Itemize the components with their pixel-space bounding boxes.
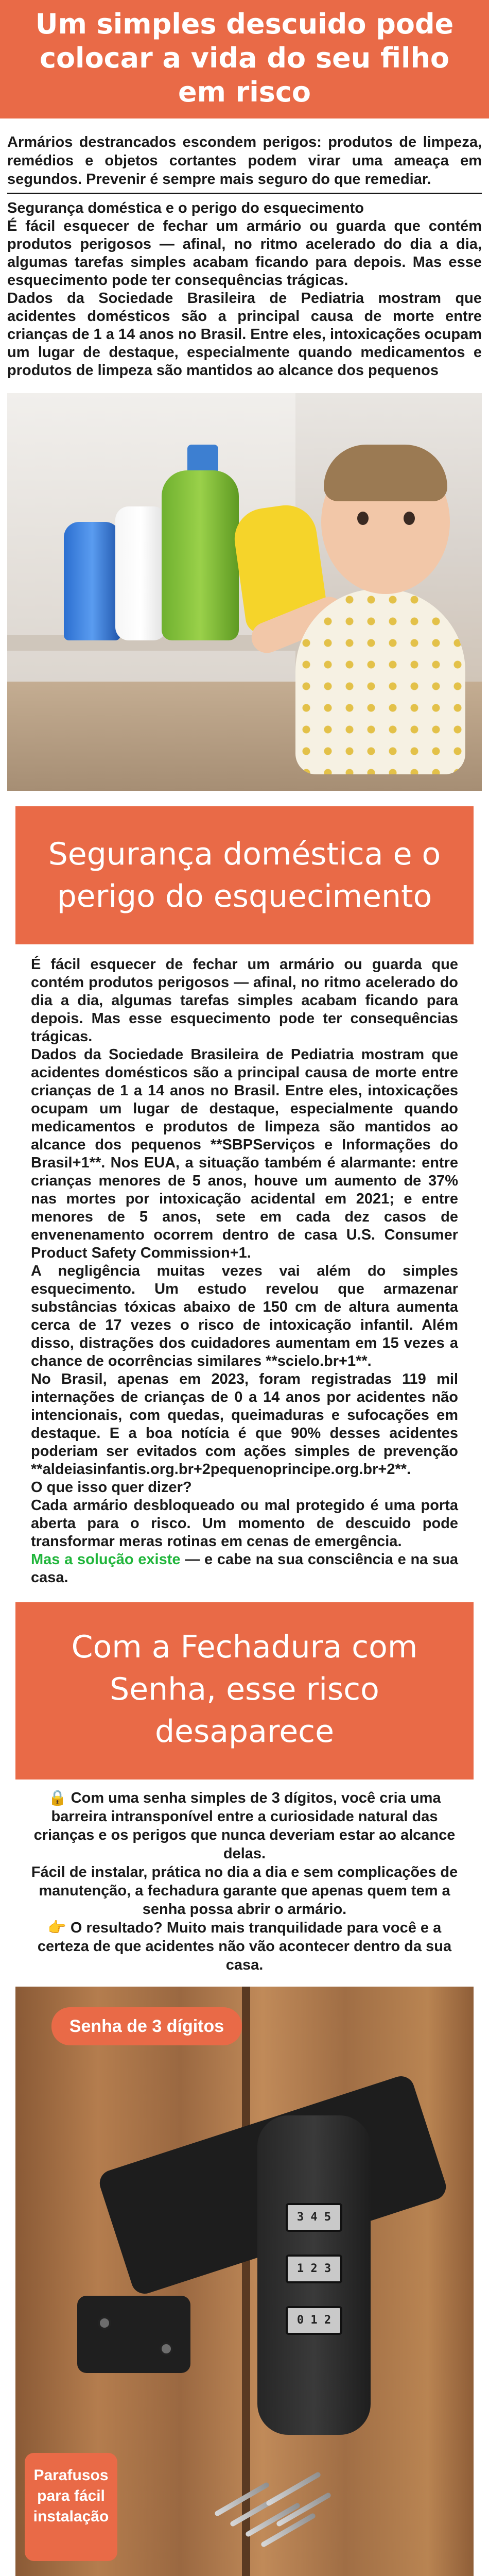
hasp-hinge — [77, 2296, 190, 2373]
combination-dial-3: 0 1 2 — [286, 2306, 342, 2335]
combination-dial-1: 3 4 5 — [286, 2203, 342, 2232]
solution-highlight: Mas a solução existe — [31, 1551, 181, 1568]
baby-eye-right — [404, 512, 415, 525]
section-2-paragraph-5: Cada armário desbloqueado ou mal protegido é uma porta aberta para o risco. Um momento de descuido pode transformar meras rotinas em cenas de emergência. — [31, 1497, 458, 1550]
baby-outfit-pattern — [295, 589, 465, 774]
section-1-heading: Segurança doméstica e o perigo do esquecimento — [7, 200, 364, 216]
section-2 — [0, 944, 489, 1587]
product-image — [15, 1987, 474, 2576]
section-2-paragraph-2: Dados da Sociedade Brasileira de Pediatria mostram que acidentes domésticos são a principal causa de morte entre crianças de 1 a 14 anos no Brasil. Entre eles, intoxicações ocupam um lugar de destaque, especialmente quando medicamentos e produtos de limpeza são mantidos ao alcance dos pequenos **SBPServiços e Informações do Brasil+1**. Nos EUA, a situação também é alarmante: entre crianças menores de 5 anos, houve um aumento de 37% nas mortes por intoxicação acidental em 2021; e entre menores de 5 anos, sete em cada dez casos de envenenamento ocorrem dentro de casa U.S. Consumer Product Safety Commission+1. — [31, 1046, 458, 1261]
section-2-banner — [15, 806, 474, 944]
combination-dial-2: 1 2 3 — [286, 2255, 342, 2283]
divider — [7, 193, 482, 194]
section-1 — [0, 199, 489, 380]
section-3-title-line-3: desaparece — [154, 1714, 335, 1750]
blue-bottle — [64, 522, 120, 640]
section-2-paragraph-1: É fácil esquecer de fechar um armário ou guarda que contém produtos perigosos — afinal, no ritmo acelerado do dia a dia, algumas tarefas simples acabam ficando para depois. Mas esse esquecimento pode ter consequências trágicas. — [31, 956, 458, 1045]
section-2-question: O que isso quer dizer? — [31, 1479, 192, 1496]
section-3-paragraph-1-text: Com uma senha simples de 3 dígitos, você cria uma barreira intransponível entre a curiosidade natural das crianças e os perigos que nunca deveriam estar ao alcance delas. — [33, 1790, 456, 1862]
screw-icon — [98, 2316, 111, 2330]
screw-icon — [214, 2482, 270, 2517]
section-2-paragraph-3: A negligência muitas vezes vai além do simples esquecimento. Um estudo revelou que armazenar substâncias tóxicas abaixo de 150 cm de altura aumenta cerca de 17 vezes o risco de intoxicação infantil. Além disso, distrações dos cuidadores aumentam em 15 vezes a chance de ocorrências similares **scielo.br+1**. — [31, 1263, 458, 1369]
section-1-paragraph-1: É fácil esquecer de fechar um armário ou guarda que contém produtos perigosos — afinal, no ritmo acelerado do dia a dia, algumas tarefas simples acabam ficando para depois. Mas esse esquecimento pode ter consequências trágicas. — [7, 218, 482, 289]
badge-line-1: Parafusos — [33, 2467, 109, 2484]
headline-banner — [0, 0, 489, 118]
lock-icon: 🔒 — [48, 1790, 67, 1806]
section-3-paragraph-2: Fácil de instalar, prática no dia a dia e sem complicações de manutenção, a fechadura garante que apenas quem tem a senha possa abrir o armário. — [31, 1864, 458, 1918]
white-bottle — [115, 506, 167, 640]
section-2-title-line-2: perigo do esquecimento — [57, 878, 432, 914]
section-3-banner — [15, 1602, 474, 1780]
section-1-paragraph-2: Dados da Sociedade Brasileira de Pediatria mostram que acidentes domésticos são a principal causa de morte entre crianças de 1 a 14 anos no Brasil. Entre eles, intoxicações ocupam um lugar de destaque, especialmente quando medicamentos e produtos de limpeza são mantidos ao alcance dos pequenos — [7, 290, 482, 379]
headline-line-2: colocar a vida do seu filho — [39, 42, 450, 74]
section-3 — [0, 1780, 489, 1974]
pointing-hand-icon: 👉 — [47, 1920, 66, 1936]
section-3-paragraph-1 — [31, 1789, 458, 1863]
section-3-paragraph-3-text: O resultado? Muito mais tranquilidade para você e a certeza de que acidentes não vão acontecer dentro da sua casa. — [37, 1920, 452, 1973]
section-3-title-line-1: Com a Fechadura com — [71, 1629, 418, 1665]
intro-text: Armários destrancados escondem perigos: produtos de limpeza, remédios e objetos cortantes podem virar uma ameaça em segundos. Prevenir é sempre mais seguro do que remediar. — [7, 134, 482, 188]
baby-eye-left — [357, 512, 369, 525]
green-bottle — [162, 470, 239, 640]
headline-line-1: Um simples descuido pode — [35, 8, 454, 40]
screw-icon — [160, 2342, 173, 2355]
screws-badge — [25, 2453, 117, 2561]
solution-rest: — e cabe na sua consciência e na sua casa. — [31, 1551, 458, 1586]
section-2-solution — [31, 1551, 458, 1587]
section-3-title-line-2: Senha, esse risco — [110, 1671, 379, 1707]
section-3-paragraph-3 — [31, 1919, 458, 1974]
screws-set — [211, 2476, 335, 2558]
feature-pill: Senha de 3 dígitos — [51, 2007, 242, 2045]
section-2-paragraph-4: No Brasil, apenas em 2023, foram registradas 119 mil internações de crianças de 0 a 14 anos por acidentes não intencionais, com quedas, queimaduras e sufocações em destaque. E a boa notícia é que 90% desses acidentes poderiam ser evitados com ações simples de prevenção **aldeiasinfantis.org.br+2pequenoprincipe.org.br+2**. — [31, 1371, 458, 1478]
section-2-title-line-1: Segurança doméstica e o — [48, 836, 441, 872]
badge-line-2: para fácil — [37, 2487, 105, 2504]
screw-icon — [245, 2502, 301, 2538]
baby-hair — [324, 445, 447, 501]
badge-line-3: instalação — [33, 2508, 109, 2525]
baby-cabinet-photo — [7, 393, 482, 791]
headline-line-3: em risco — [178, 76, 311, 108]
